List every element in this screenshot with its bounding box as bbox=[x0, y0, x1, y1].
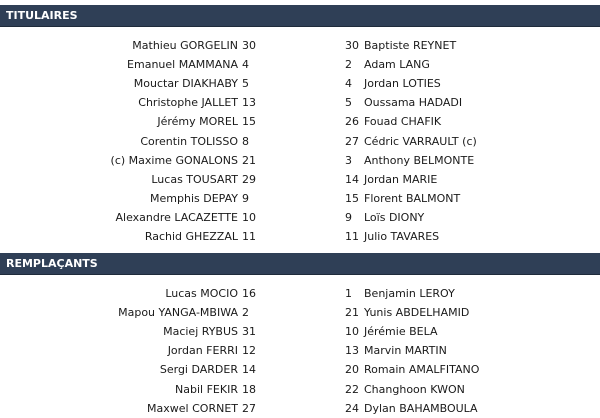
home-player-name: Rachid GHEZZAL bbox=[144, 230, 238, 243]
home-player-name: Christophe JALLET bbox=[138, 96, 238, 110]
away-player-name: Jérémie BELA bbox=[364, 325, 438, 339]
away-player-number: 9 bbox=[345, 210, 352, 224]
home-player-number: 2 bbox=[242, 306, 249, 320]
home-player-name: Mapou YANGA-MBIWA bbox=[118, 306, 238, 320]
away-player-name: Anthony BELMONTE bbox=[364, 153, 475, 167]
away-player-number: 21 bbox=[345, 306, 359, 320]
away-player-number: 11 bbox=[345, 230, 359, 243]
home-player-number: 10 bbox=[242, 210, 256, 224]
away-player-name: Adam LANG bbox=[364, 58, 430, 72]
away-player-name: Benjamin LEROY bbox=[364, 287, 455, 300]
away-player-number: 24 bbox=[345, 401, 359, 415]
home-player-name: Maxwel CORNET bbox=[147, 401, 238, 415]
home-player-name: Mouctar DIAKHABY bbox=[133, 77, 238, 91]
away-player-number: 22 bbox=[345, 382, 359, 396]
home-player-number: 4 bbox=[242, 58, 249, 72]
lineup-row bbox=[0, 170, 600, 189]
away-player-name: Changhoon KWON bbox=[364, 382, 465, 396]
lineup-row bbox=[0, 74, 600, 93]
away-player-number: 2 bbox=[345, 58, 352, 72]
lineup-row bbox=[0, 360, 600, 379]
away-player-number: 14 bbox=[345, 172, 359, 186]
away-player-number: 1 bbox=[345, 287, 352, 300]
away-player-number: 13 bbox=[345, 344, 359, 358]
home-player-name: Lucas TOUSART bbox=[151, 172, 238, 186]
home-player-number: 18 bbox=[242, 382, 256, 396]
lineup-row bbox=[0, 284, 600, 303]
home-player-number: 14 bbox=[242, 363, 256, 377]
away-player-name: Loïs DIONY bbox=[364, 210, 425, 224]
lineup-row bbox=[0, 208, 600, 227]
away-player-name: Julio TAVARES bbox=[364, 230, 440, 243]
home-player-name: Jordan FERRI bbox=[167, 344, 238, 358]
home-player-name: Emanuel MAMMANA bbox=[127, 58, 238, 72]
away-player-name: Oussama HADADI bbox=[364, 96, 463, 110]
away-player-name: Fouad CHAFIK bbox=[364, 115, 442, 129]
home-player-name: (c) Maxime GONALONS bbox=[110, 153, 238, 167]
away-player-number: 20 bbox=[345, 363, 359, 377]
lineup-row bbox=[0, 380, 600, 399]
lineup-row bbox=[0, 341, 600, 360]
home-player-number: 13 bbox=[242, 96, 256, 110]
home-player-name: Memphis DEPAY bbox=[150, 191, 238, 205]
home-player-number: 16 bbox=[242, 287, 256, 300]
home-player-name: Maciej RYBUS bbox=[163, 325, 238, 339]
home-player-name: Nabil FEKIR bbox=[175, 382, 238, 396]
section-header-titulaires bbox=[0, 5, 600, 27]
away-player-name: Jordan LOTIES bbox=[364, 77, 441, 91]
away-player-name: Jordan MARIE bbox=[364, 172, 438, 186]
away-player-number: 30 bbox=[345, 39, 359, 52]
lineup-row bbox=[0, 55, 600, 74]
home-player-number: 27 bbox=[242, 401, 256, 415]
away-player-name: Baptiste REYNET bbox=[364, 39, 457, 52]
lineup-row bbox=[0, 189, 600, 208]
section-title: REMPLAÇANTS bbox=[6, 257, 98, 270]
lineup-row bbox=[0, 151, 600, 170]
home-player-number: 9 bbox=[242, 191, 249, 205]
away-player-name: Yunis ABDELHAMID bbox=[364, 306, 470, 320]
lineup-row bbox=[0, 93, 600, 112]
home-player-number: 12 bbox=[242, 344, 256, 358]
away-player-number: 27 bbox=[345, 134, 359, 148]
away-player-name: Romain AMALFITANO bbox=[364, 363, 480, 377]
lineup-row bbox=[0, 227, 600, 246]
home-player-number: 11 bbox=[242, 230, 256, 243]
home-player-name: Sergi DARDER bbox=[159, 363, 238, 377]
section-title: TITULAIRES bbox=[6, 9, 78, 22]
home-player-number: 31 bbox=[242, 325, 256, 339]
lineup-row bbox=[0, 112, 600, 131]
home-player-number: 29 bbox=[242, 172, 256, 186]
away-player-number: 10 bbox=[345, 325, 359, 339]
home-player-name: Lucas MOCIO bbox=[165, 287, 238, 300]
home-player-name: Alexandre LACAZETTE bbox=[115, 210, 238, 224]
lineup-row bbox=[0, 303, 600, 322]
away-player-name: Dylan BAHAMBOULA bbox=[364, 401, 478, 415]
away-player-name: Cédric VARRAULT (c) bbox=[364, 134, 477, 148]
home-player-number: 21 bbox=[242, 153, 256, 167]
home-player-number: 5 bbox=[242, 77, 249, 91]
lineup-row bbox=[0, 322, 600, 341]
away-player-name: Florent BALMONT bbox=[364, 191, 461, 205]
home-player-name: Mathieu GORGELIN bbox=[132, 39, 238, 52]
lineup-row bbox=[0, 399, 600, 418]
away-player-number: 15 bbox=[345, 191, 359, 205]
home-player-number: 8 bbox=[242, 134, 249, 148]
lineup-row bbox=[0, 36, 600, 55]
away-player-number: 5 bbox=[345, 96, 352, 110]
home-player-name: Jérémy MOREL bbox=[157, 115, 238, 129]
home-player-number: 15 bbox=[242, 115, 256, 129]
lineup-row bbox=[0, 132, 600, 151]
away-player-name: Marvin MARTIN bbox=[364, 344, 447, 358]
home-player-name: Corentin TOLISSO bbox=[140, 134, 238, 148]
away-player-number: 26 bbox=[345, 115, 359, 129]
home-player-number: 30 bbox=[242, 39, 256, 52]
away-player-number: 3 bbox=[345, 153, 352, 167]
away-player-number: 4 bbox=[345, 77, 352, 91]
section-header-remplacants bbox=[0, 253, 600, 275]
